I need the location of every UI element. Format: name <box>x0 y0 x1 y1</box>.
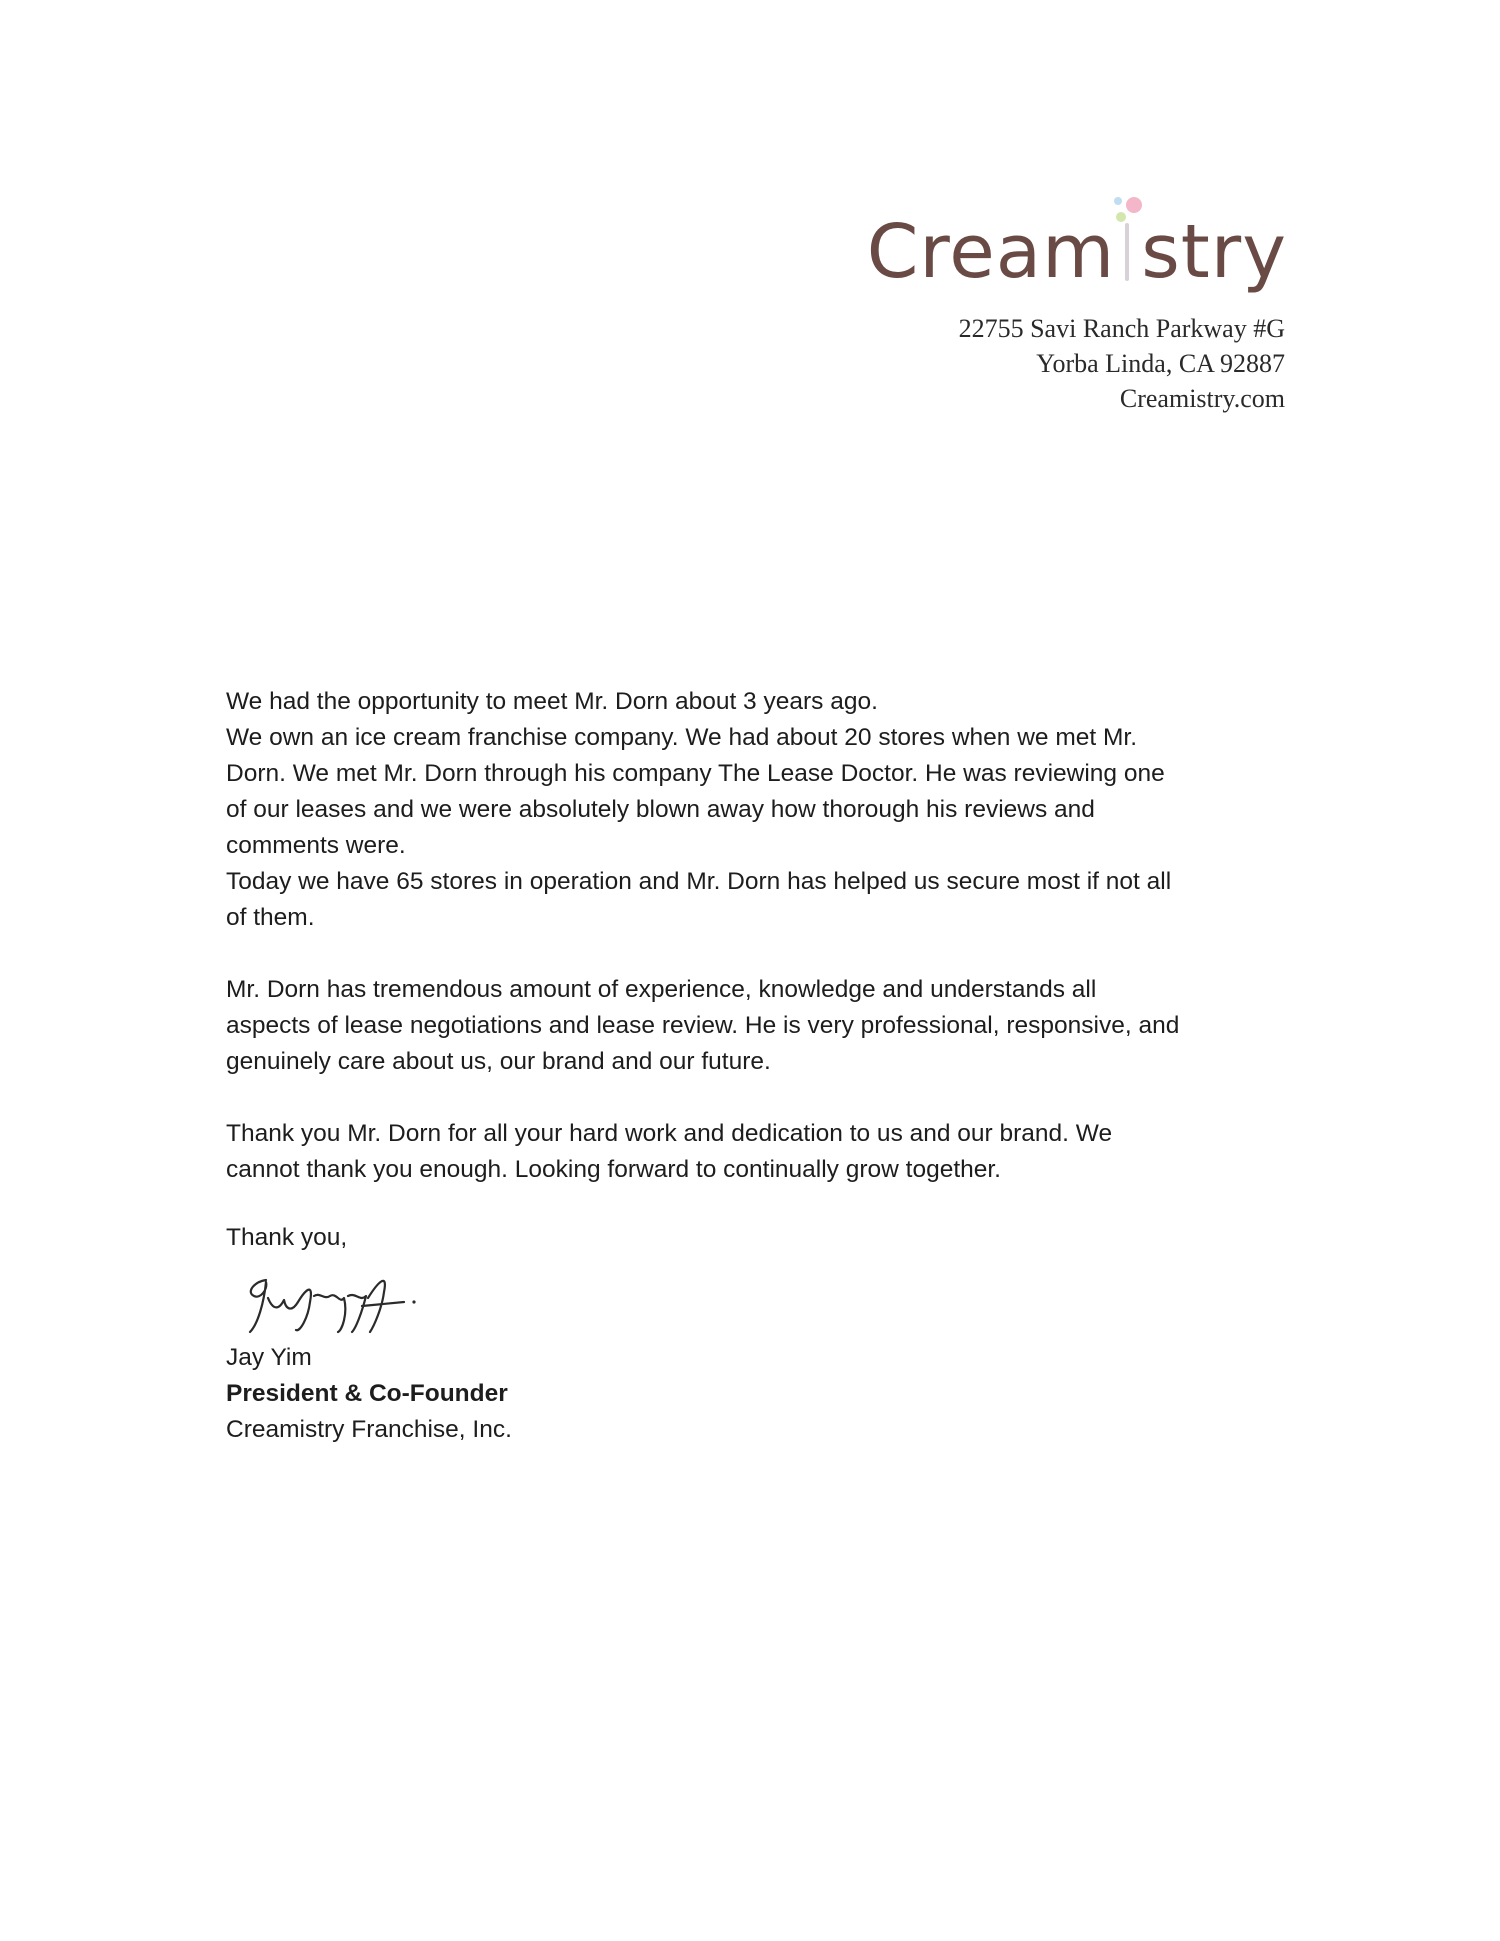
logo-text-left: Cream <box>866 209 1116 295</box>
body-line: cannot thank you enough. Looking forward to continually grow together. <box>226 1156 1001 1183</box>
letter-body <box>226 684 1306 1188</box>
handwritten-signature <box>244 1262 444 1342</box>
company-website: Creamistry.com <box>1119 384 1285 413</box>
company-address <box>685 311 1285 416</box>
logo-text-right: stry <box>1141 209 1287 295</box>
body-line: genuinely care about us, our brand and our future. <box>226 1048 771 1075</box>
paragraph-3 <box>226 1116 1306 1188</box>
body-line: aspects of lease negotiations and lease review. He is very professional, responsive, and <box>226 1012 1180 1039</box>
body-line: We had the opportunity to meet Mr. Dorn about 3 years ago. <box>226 688 878 715</box>
paragraph-2 <box>226 972 1306 1080</box>
body-line: comments were. <box>226 832 406 859</box>
body-line: Thank you Mr. Dorn for all your hard work and dedication to us and our brand. We <box>226 1120 1113 1147</box>
signer-title: President & Co-Founder <box>226 1380 508 1407</box>
bubbles-icon <box>1107 191 1147 231</box>
address-line-2: Yorba Linda, CA 92887 <box>1036 349 1285 378</box>
signer-block <box>226 1340 512 1448</box>
paragraph-1 <box>226 684 1306 936</box>
body-line: We own an ice cream franchise company. We had about 20 stores when we met Mr. <box>226 724 1138 751</box>
letterhead <box>685 209 1287 416</box>
creamistry-logo <box>866 209 1287 295</box>
body-line: Dorn. We met Mr. Dorn through his company The Lease Doctor. He was reviewing one <box>226 760 1165 787</box>
body-line: Mr. Dorn has tremendous amount of experience, knowledge and understands all <box>226 976 1097 1003</box>
body-line: Today we have 65 stores in operation and Mr. Dorn has helped us secure most if not all <box>226 868 1172 895</box>
closing-salutation: Thank you, <box>226 1224 348 1251</box>
company-name: Creamistry Franchise, Inc. <box>226 1416 512 1443</box>
bubble-green <box>1116 212 1126 222</box>
signer-name: Jay Yim <box>226 1344 312 1371</box>
logo-i-stem <box>1125 223 1129 281</box>
bubble-blue <box>1114 197 1122 205</box>
body-line: of our leases and we were absolutely blown away how thorough his reviews and <box>226 796 1095 823</box>
bubble-pink <box>1126 197 1142 213</box>
body-line: of them. <box>226 904 315 931</box>
address-line-1: 22755 Savi Ranch Parkway #G <box>958 314 1285 343</box>
